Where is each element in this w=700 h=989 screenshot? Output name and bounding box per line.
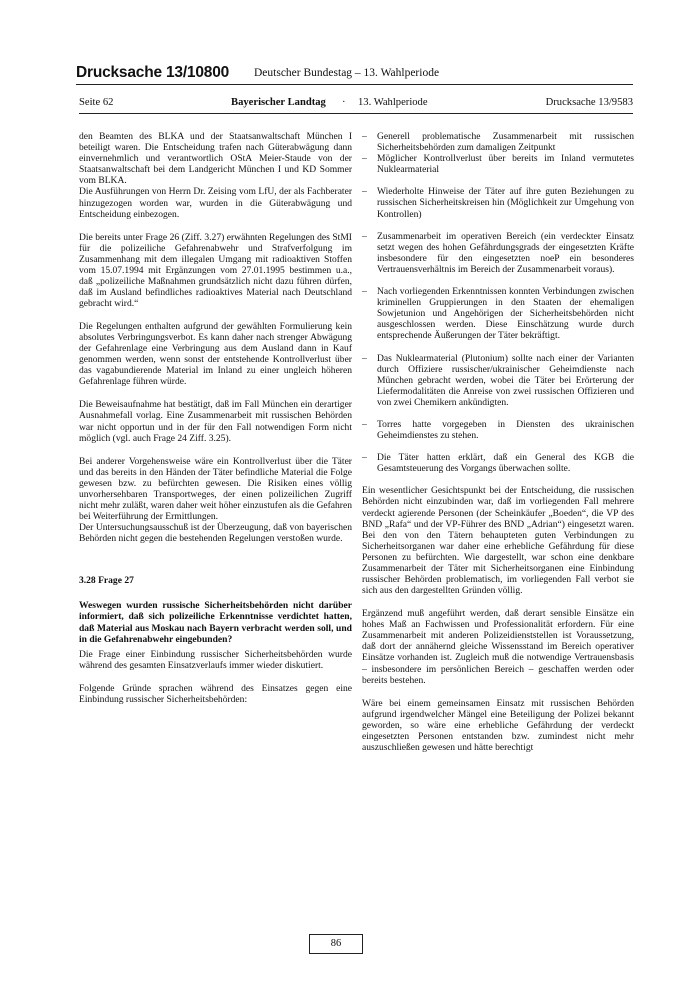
list-item	[362, 231, 634, 275]
page-label: Seite 62	[79, 97, 114, 108]
paragraph: Die bereits unter Frage 26 (Ziff. 3.27) erwähnten Regelungen des StMI für die polizeiliche Gefahrenabwehr und Strafverfolgung im Zusammenhang mit dem illegalen Umgang mit radioaktiven Stoffen vom 15.07.1994 mit Ergänzungen vom 27.01.1995 bestimmen u.a., daß „polizeiliche Maßnahmen grundsätzlich nicht dazu führen dürfen, daß im Ausland befindliches radioaktives Material nach Deutschland gebracht wird.“	[79, 231, 352, 310]
header-rule	[76, 84, 633, 85]
paragraph: Die Ausführungen von Herrn Dr. Zeising vom LfU, der als Fachberater hinzugezogen worden war, wurden in die Güterabwägung und Entscheidung einbezogen.	[79, 186, 352, 220]
section-heading: 3.28 Frage 27	[79, 575, 134, 587]
running-header	[76, 64, 636, 84]
header-separator: ·	[342, 97, 346, 108]
right-column	[362, 131, 634, 765]
paragraph: Ergänzend muß angeführt werden, daß derart sensible Einsätze ein hohes Maß an Fachwissen und Professionalität erfordern. Für eine Zusammenarbeit mit anderen Polizeidienststellen ist Voraussetzung, daß dort der annähernd gleiche Wissensstand im Bereich operativer Einsätze vorhanden ist. Zugleich muß die notwendige Vertrauensbasis – insbesondere im persönlichen Bereich – geschaffen werden oder bereits bestehen.	[362, 608, 634, 686]
left-column	[79, 131, 352, 717]
list-item-text: Zusammenarbeit im operativen Bereich (ein verdeckter Einsatz setzt wegen des hohen Gefährdungsgrads der eingesetzten Kräfte insbesondere für den eingesetzten noeP ein besonderes Vertrauensverhältnis im Bereich der Zusammenarbeit voraus).	[377, 230, 634, 275]
paragraph: Bei anderer Vorgehensweise wäre ein Kontrollverlust über die Täter und das bereits in den Händen der Täter befindliche Material die Folge gewesen bzw. zu befürchten gewesen. Die Risiken eines völlig unvorhersehbaren Transportweges, der einen polizeilichen Zugriff nicht mehr zuläßt, waren daher weit höher einzustufen als die Gefahren bei Weiterführung der Ermittlungen.	[79, 455, 352, 522]
bullet-dash: –	[362, 418, 367, 430]
paragraph: Die Regelungen enthalten aufgrund der gewählten Formulierung kein absolutes Verbringungsverbot. Es kann daher nach strenger Abwägung der Gefahrenlage eine Verbringung aus dem Ausland dann in Kauf genommen werden, wenn sonst der entstehende Kontrollverlust über das vagabundierende Material im Inland zu einer ungleich höheren Gefahrenlage führen würde.	[79, 321, 352, 388]
list-item	[362, 353, 634, 408]
paragraph: den Beamten des BLKA und der Staatsanwaltschaft München I beteiligt waren. Die Entscheidung trafen nach Güterabwägung dann einvernehmlich und verantwortlich OStA Meier-Staude von der Staatsanwaltschaft bei dem Landgericht München I und KD Sommer vom BLKA.	[79, 131, 352, 187]
page-number: 86	[309, 934, 363, 954]
bundestag-period: Deutscher Bundestag – 13. Wahlperiode	[254, 67, 440, 79]
paragraph: Die Beweisaufnahme hat bestätigt, daß im Fall München ein derartiger Ausnahmefall vorlag. Eine Zusammenarbeit mit russischen Behörden war nicht opportun und in der für den Fall notwendigen Form nicht möglich (vgl. auch Frage 24 Ziff. 3.25).	[79, 399, 352, 444]
list-item-text: Möglicher Kontrollverlust über bereits im Inland vermutetes Nuklearmaterial	[377, 153, 634, 176]
paragraph: Wäre bei einem gemeinsamen Einsatz mit russischen Behörden aufgrund irgendwelcher Mängel eine Beteiligung der Polizei bekannt geworden, so wäre eine erhebliche Gefährdung der verdeckt eingesetzten Personen entstanden bzw. zumindest nicht mehr auszuschließen gewesen und hätte berechtigt	[362, 697, 634, 753]
drucksache-title: Drucksache 13/10800	[76, 64, 230, 81]
list-item	[362, 419, 634, 441]
bullet-dash: –	[362, 352, 367, 364]
bullet-dash: –	[362, 153, 367, 165]
bullet-dash: –	[362, 452, 367, 464]
assembly-name: Bayerischer Landtag	[231, 97, 326, 108]
drucksache-reference: Drucksache 13/9583	[545, 97, 633, 108]
list-item	[362, 131, 634, 153]
bullet-dash: –	[362, 131, 367, 142]
bullet-dash: –	[362, 286, 367, 298]
bullet-dash: –	[362, 186, 367, 198]
list-item-text: Die Täter hatten erklärt, daß ein General des KGB die Gesamtsteuerung des Vorgangs überwachen sollte.	[377, 452, 634, 475]
list-item-text: Das Nuklearmaterial (Plutonium) sollte nach einer der Varianten durch Offiziere russischer/ukrainischer Geheimdienste nach München gebracht werden, wobei die Täter bei Erörterung der Liefermodalitäten die Anreise von zwei russischen Offizieren und von zwei Chemikern ankündigten.	[377, 352, 634, 408]
list-item-text: Nach vorliegenden Erkenntnissen konnten Verbindungen zwischen kriminellen Gruppierungen in den Staaten der ehemaligen Sowjetunion und Angehörigen der Sicherheitsbehörden nicht ausgeschlossen werden. Diese Einschätzung wurde durch entsprechende Äußerungen der Täter bekräftigt.	[377, 286, 634, 342]
list-item-text: Wiederholte Hinweise der Täter auf ihre guten Beziehungen zu russischen Sicherheitskreisen hin (Möglichkeit zur Umgehung von Kontrollen)	[377, 186, 634, 220]
list-item	[362, 153, 634, 175]
sub-header	[79, 97, 633, 113]
sub-header-rule	[79, 113, 633, 114]
paragraph: Die Frage einer Einbindung russischer Sicherheitsbehörden wurde während des gesamten Einsatzverlaufs immer wieder diskutiert.	[79, 648, 352, 671]
list-item	[362, 286, 634, 341]
question-text: Weswegen wurden russische Sicherheitsbehörden nicht darüber informiert, daß sich polizeiliche Erkenntnisse verdichtet hatten, daß Material aus Moskau nach Bayern verbracht werden soll, und in die Gefahrenabwehr eingebunden?	[79, 600, 352, 645]
paragraph: Ein wesentlicher Gesichtspunkt bei der Entscheidung, die russischen Behörden nicht einzubinden war, daß im vorliegenden Fall mehrere verdeckt agierende Personen (der Scheinkäufer „Boeden“, die VP des BND „Rafa“ und der VP-Führer des BND „Adrian“) eingesetzt waren. Bei den von den Tätern behaupteten guten Verbindungen zu Sicherheitsorganen war daher eine erhebliche Gefährdung für diese Personen zu befürchten. Wie dargestellt, war schon eine denkbare Zusammenarbeit der Täter mit Sicherheitsorganen eine Einbindung russischer Behörden problematisch, im vorliegenden Fall verbot sie sich aus den dargestellten Gründen völlig.	[362, 485, 634, 597]
list-item	[362, 452, 634, 474]
paragraph: Der Untersuchungsausschuß ist der Überzeugung, daß von bayerischen Behörden nicht gegen die bestehenden Regelungen verstoßen wurde.	[79, 522, 352, 545]
list-item	[362, 186, 634, 219]
bullet-dash: –	[362, 230, 367, 242]
list-item-text: Generell problematische Zusammenarbeit mit russischen Sicherheitsbehörden zum damaligen Zeitpunkt	[377, 131, 634, 154]
paragraph: Folgende Gründe sprachen während des Einsatzes gegen eine Einbindung russischer Sicherheitsbehörden:	[79, 682, 352, 705]
list-item-text: Torres hatte vorgegeben in Diensten des ukrainischen Geheimdienstes zu stehen.	[377, 418, 634, 442]
period-label: 13. Wahlperiode	[358, 97, 428, 108]
